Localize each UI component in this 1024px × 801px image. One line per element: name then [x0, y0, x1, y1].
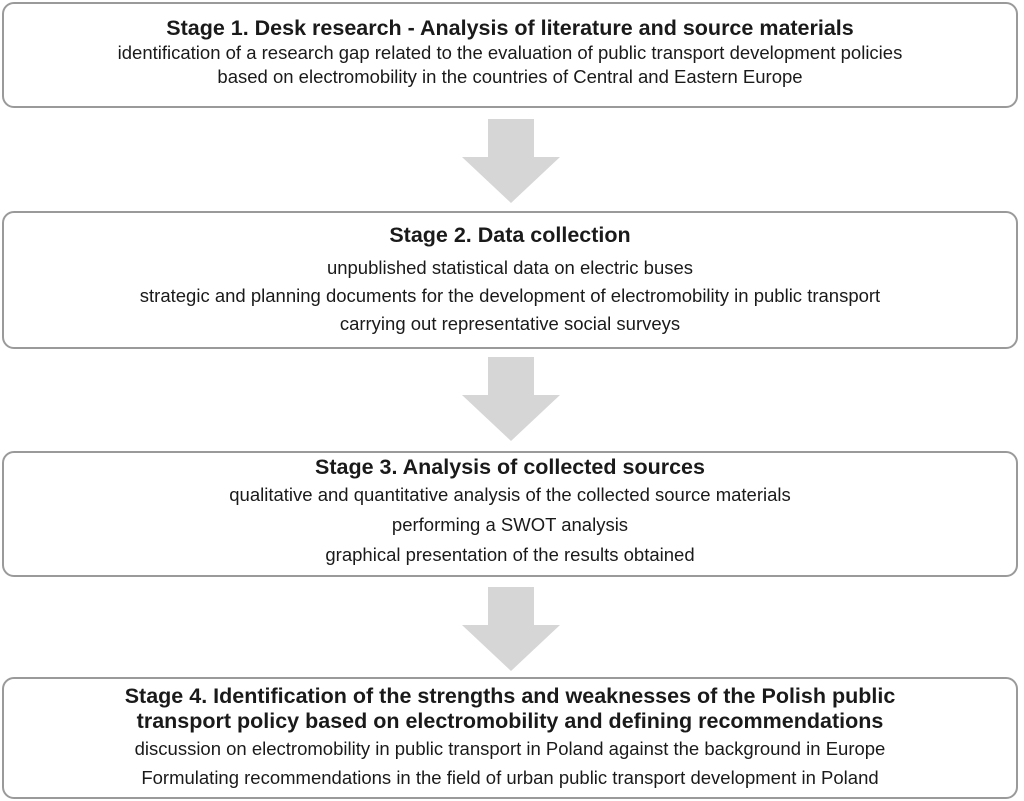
stage-1-box: [2, 2, 1018, 108]
stage-2-title: Stage 2. Data collection: [389, 223, 631, 247]
stage-3-box: [2, 451, 1018, 577]
stage-4-line: discussion on electromobility in public transport in Poland against the background in Europe: [134, 738, 886, 759]
stage-1-line: based on electromobility in the countries of Central and Eastern Europe: [217, 66, 803, 87]
down-arrow-icon: [462, 357, 560, 441]
stage-4-line: Formulating recommendations in the field of urban public transport development in Poland: [141, 767, 879, 788]
stage-2-line: strategic and planning documents for the development of electromobility in public transport: [139, 285, 881, 306]
down-arrow-icon: [462, 119, 560, 203]
stage-3-line: qualitative and quantitative analysis of the collected source materials: [229, 484, 791, 505]
stage-1-line: identification of a research gap related to the evaluation of public transport development policies: [117, 42, 903, 63]
stage-4-title: Stage 4. Identification of the strengths and weaknesses of the Polish public: [124, 684, 896, 708]
down-arrow-icon: [462, 587, 560, 671]
stage-3-line: performing a SWOT analysis: [391, 514, 629, 535]
stage-2-line: unpublished statistical data on electric buses: [326, 257, 694, 278]
stage-4-box: [2, 677, 1018, 799]
stage-2-box: [2, 211, 1018, 349]
stage-2-line: carrying out representative social surveys: [339, 313, 681, 334]
stage-3-title: Stage 3. Analysis of collected sources: [315, 455, 705, 479]
stage-1-title: Stage 1. Desk research - Analysis of literature and source materials: [166, 16, 854, 40]
stage-3-line: graphical presentation of the results obtained: [325, 544, 695, 565]
stage-4-title: transport policy based on electromobility and defining recommendations: [136, 709, 884, 733]
